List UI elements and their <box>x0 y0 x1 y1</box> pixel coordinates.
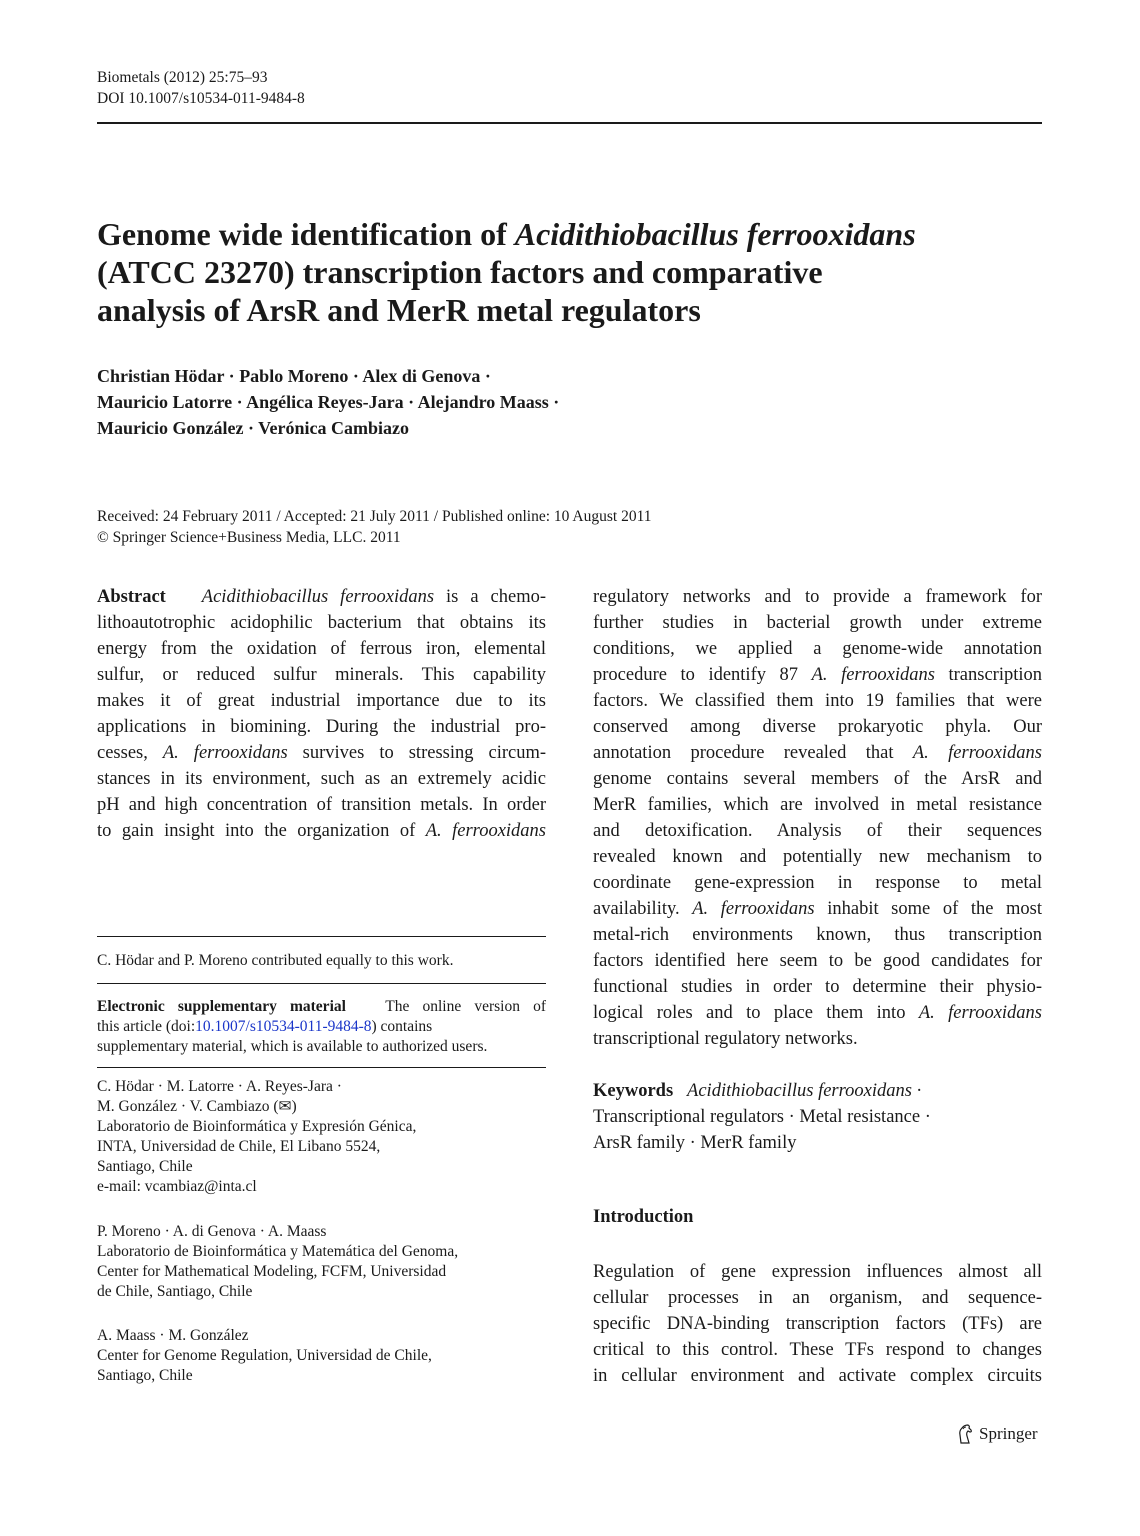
intro-line: in cellular environment and activate complex circuits <box>593 1366 1042 1386</box>
equal-contribution-note: C. Hödar and P. Moreno contributed equally to this work. <box>97 952 454 969</box>
abstract-line: factors identified here seem to be good candidates for <box>593 951 1042 971</box>
abstract-label: Abstract <box>97 587 166 607</box>
abstract-line: pH and high concentration of transition metals. In order <box>97 795 546 815</box>
esm-note: Electronic supplementary material The online version of this article (doi:10.1007/s10534-011-9484-8) contains supplementary material, which is available to authorized users. <box>97 998 546 1055</box>
title-part1: Genome wide identification of <box>97 216 515 252</box>
abstract-line: procedure to identify 87 A. ferrooxidans transcription <box>593 665 1042 685</box>
intro-line: specific DNA-binding transcription factors (TFs) are <box>593 1314 1042 1334</box>
abstract-left-column <box>97 584 546 844</box>
abstract-line: energy from the oxidation of ferrous iron, elemental <box>97 639 546 659</box>
introduction-heading: Introduction <box>593 1207 694 1227</box>
abstract-line: and detoxification. Analysis of their sequences <box>593 821 1042 841</box>
corresponding-email: e-mail: vcambiaz@inta.cl <box>97 1178 257 1195</box>
abstract-right-column <box>593 584 1042 1156</box>
authors-line-1: Christian Hödar · Pablo Moreno · Alex di Genova · <box>97 366 491 386</box>
keywords-line: ArsR family · MerR family <box>593 1133 797 1153</box>
abstract-line: applications in biomining. During the industrial pro- <box>97 717 546 737</box>
affiliation-1: C. Hödar · M. Latorre · A. Reyes-Jara · M. González · V. Cambiazo (✉) Laboratorio de Bioinformática y Expresión Génica, INTA, Universidad de Chile, El Libano 5524, Santiago, Chile e-mail: vcambiaz@inta.cl <box>97 1077 546 1197</box>
authors-line-3: Mauricio González · Verónica Cambiazo <box>97 418 409 438</box>
keywords-line: Transcriptional regulators · Metal resistance · <box>593 1107 931 1127</box>
title-species: Acidithiobacillus ferrooxidans <box>514 216 916 252</box>
abstract-line: makes it of great industrial importance due to its <box>97 691 546 711</box>
abstract-line: availability. A. ferrooxidans inhabit some of the most <box>593 899 1042 919</box>
abstract-line: regulatory networks and to provide a framework for <box>593 587 1042 607</box>
dates-line: Received: 24 February 2011 / Accepted: 21 July 2011 / Published online: 10 August 2011 <box>97 508 652 525</box>
publisher-name: Springer <box>979 1424 1038 1443</box>
journal-line: Biometals (2012) 25:75–93 <box>97 69 268 86</box>
abstract-line: genome contains several members of the ArsR and <box>593 769 1042 789</box>
intro-line: Regulation of gene expression influences almost all <box>593 1262 1042 1282</box>
paper-title <box>97 215 1042 329</box>
abstract-line: MerR families, which are involved in metal resistance <box>593 795 1042 815</box>
abstract-line: revealed known and potentially new mechanism to <box>593 847 1042 867</box>
abstract-line: annotation procedure revealed that A. ferrooxidans <box>593 743 1042 763</box>
intro-line: cellular processes in an organism, and sequence- <box>593 1288 1042 1308</box>
header-rule <box>97 122 1042 124</box>
abstract-line: cesses, A. ferrooxidans survives to stressing circum- <box>97 743 546 763</box>
abstract-line: further studies in bacterial growth under extreme <box>593 613 1042 633</box>
abstract-line: lithoautotrophic acidophilic bacterium that obtains its <box>97 613 546 633</box>
title-part2: (ATCC 23270) transcription factors and comparative <box>97 254 823 290</box>
esm-label: Electronic supplementary material <box>97 998 346 1015</box>
doi-line: DOI 10.1007/s10534-011-9484-8 <box>97 90 305 107</box>
abstract-line: to gain insight into the organization of A. ferrooxidans <box>97 821 546 841</box>
journal-citation <box>97 67 305 109</box>
abstract-line: sulfur, or reduced sulfur minerals. This capability <box>97 665 546 685</box>
abstract-line: logical roles and to place them into A. ferrooxidans <box>593 1003 1042 1023</box>
abstract-line: Abstract Acidithiobacillus ferrooxidans is a chemo- <box>97 587 546 607</box>
introduction-text <box>593 1259 1042 1389</box>
affiliation-2: P. Moreno · A. di Genova · A. Maass Laboratorio de Bioinformática y Matemática del Genoma, Center for Mathematical Modeling, FCFM, Universidad de Chile, Santiago, Chile <box>97 1223 459 1300</box>
footnote-rule <box>97 983 546 984</box>
authors-line-2: Mauricio Latorre · Angélica Reyes-Jara · Alejandro Maass · <box>97 392 560 412</box>
publisher-logo <box>955 1423 1038 1445</box>
keywords-line: Keywords Acidithiobacillus ferrooxidans · <box>593 1081 922 1101</box>
keywords-label: Keywords <box>593 1081 674 1101</box>
abstract-line: conserved among diverse prokaryotic phyla. Our <box>593 717 1042 737</box>
esm-doi-link[interactable]: 10.1007/s10534-011-9484-8 <box>195 1018 372 1035</box>
abstract-line: conditions, we applied a genome-wide annotation <box>593 639 1042 659</box>
publication-dates <box>97 506 652 548</box>
abstract-line: stances in its environment, such as an extremely acidic <box>97 769 546 789</box>
footnote-rule <box>97 936 546 937</box>
springer-horse-icon <box>955 1423 975 1445</box>
title-part3: analysis of ArsR and MerR metal regulators <box>97 292 701 328</box>
abstract-line: coordinate gene-expression in response to metal <box>593 873 1042 893</box>
abstract-line: functional studies in order to determine their physio- <box>593 977 1042 997</box>
copyright-line: © Springer Science+Business Media, LLC. 2011 <box>97 529 401 546</box>
abstract-line: metal-rich environments known, thus transcription <box>593 925 1042 945</box>
intro-line: critical to this control. These TFs respond to changes <box>593 1340 1042 1360</box>
abstract-line: factors. We classified them into 19 families that were <box>593 691 1042 711</box>
affiliation-3: A. Maass · M. González Center for Genome Regulation, Universidad de Chile, Santiago, Chile <box>97 1327 432 1384</box>
footnote-rule <box>97 1067 546 1068</box>
author-list <box>97 363 559 441</box>
abstract-line: transcriptional regulatory networks. <box>593 1029 858 1049</box>
